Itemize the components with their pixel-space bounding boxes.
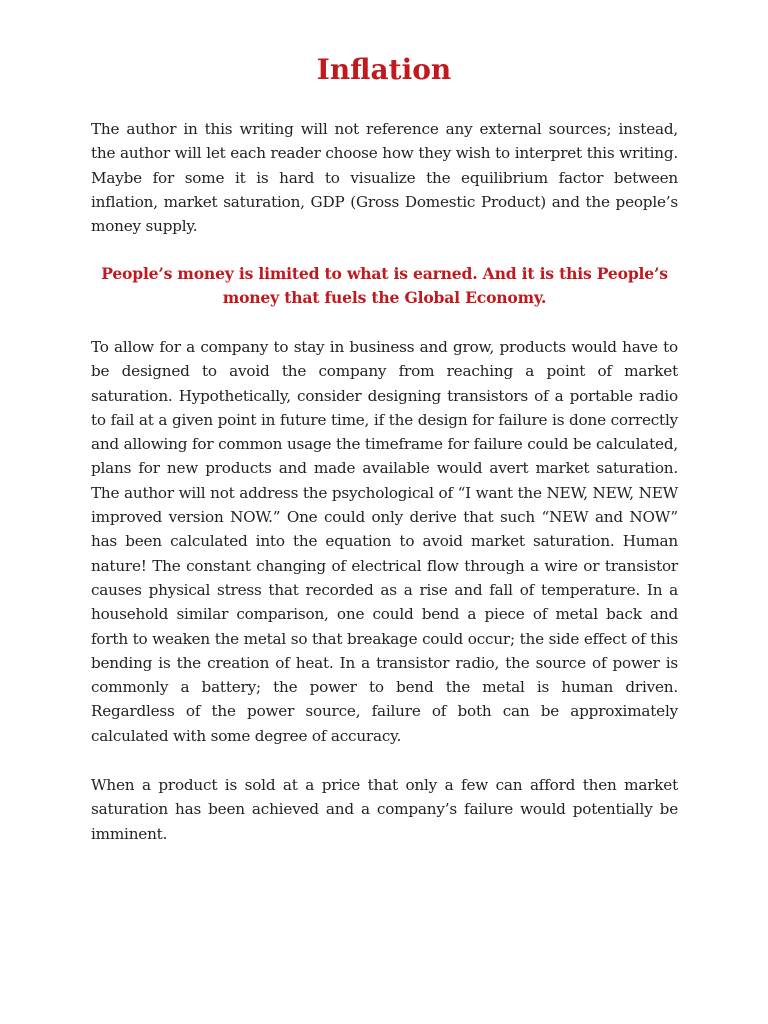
closing-paragraph: When a product is sold at a price that only a few can afford then market saturation has been achieved and a company’s failure would potentially be imminent. — [91, 776, 678, 843]
body-paragraph: To allow for a company to stay in business and grow, products would have to be designed to avoid the company from reaching a point of market saturation. Hypothetically, consider designing transistors of a portable radio to fail at a given point in future time, if the design for failure is done correctly and allowing for common usage the timeframe for failure could be calculated, plans for new products and made available would avert market saturation. The author will not address the psychological of “I want the NEW, NEW, NEW improved version NOW.” One could only derive that such “NEW and NOW” has been calculated into the equation to avoid market saturation. Human nature! The constant changing of electrical flow through a wire or transistor causes physical stress that recorded as a rise and fall of temperature. In a household similar comparison, one could bend a piece of metal back and forth to weaken the metal so that breakage could occur; the side effect of this bending is the creation of heat. In a transistor radio, the source of power is commonly a battery; the power to bend the metal is human driven. Regardless of the power source, failure of both can be approximately calculated with some degree of accuracy. — [91, 338, 678, 745]
intro-paragraph: The author in this writing will not reference any external sources; instead, the author will let each reader choose how they wish to interpret this writing. Maybe for some it is hard to visualize the equilibrium factor between inflation, market saturation, GDP (Gross Domestic Product) and the people’s money supply. — [91, 120, 678, 236]
page-title: Inflation — [316, 53, 452, 86]
highlighted-quote: People’s money is limited to what is earned. And it is this People’s money that fuels the Global Economy. — [101, 264, 668, 308]
